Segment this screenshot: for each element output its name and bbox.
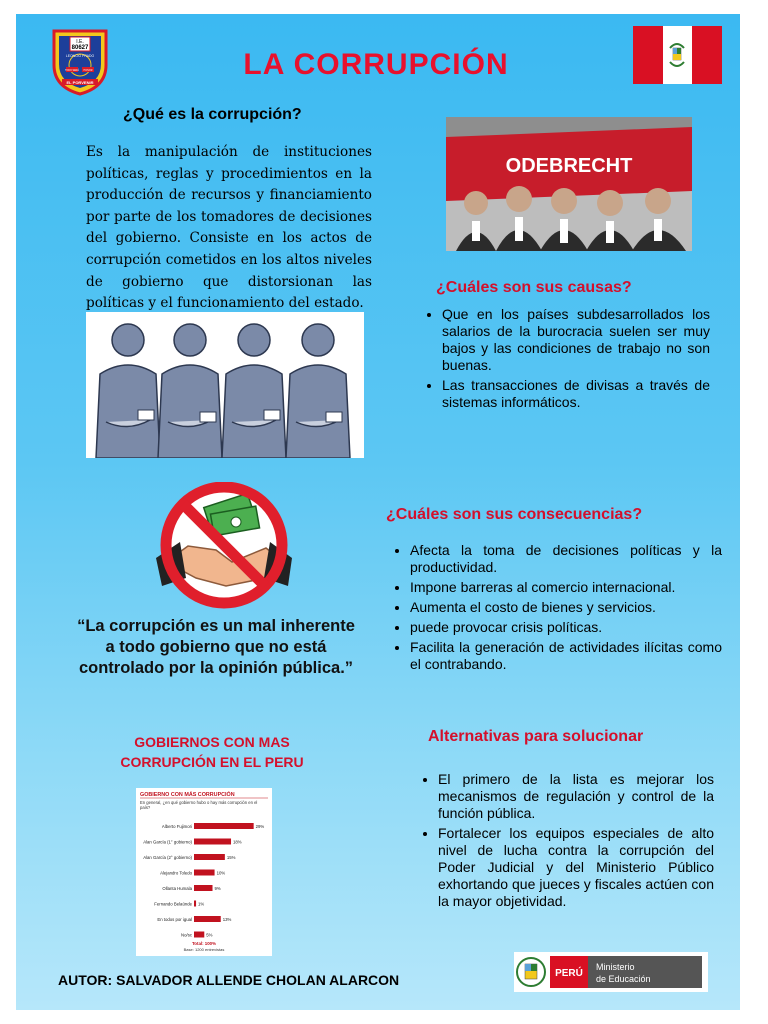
chart-bar	[194, 839, 231, 845]
chart-bars	[143, 823, 264, 938]
consecuencias-item: • Impone barreras al comercio internacional.	[410, 579, 722, 596]
badge-bottom: EL PORVENIR	[66, 80, 94, 85]
badge-line2: 80627	[71, 45, 89, 51]
chart-category-label: Alejandro Toledo	[160, 870, 192, 876]
chart-category-label: Alan García (1° gobierno)	[143, 839, 192, 845]
chart-footer-total: Total: 100%	[191, 941, 217, 946]
chart-value-label: 29%	[255, 824, 265, 829]
consecuencias-item: • Afecta la toma de decisiones políticas y la productividad.	[410, 542, 722, 576]
chart-bar	[194, 885, 213, 891]
alternativas-item: • El primero de la lista es mejorar los mecanismos de regulación y control de la función pública.	[438, 771, 714, 822]
chart-bar	[194, 916, 221, 922]
peru-flag	[633, 26, 722, 84]
peru-shield-icon	[517, 958, 545, 986]
consecuencias-heading: ¿Cuáles son sus consecuencias?	[386, 506, 643, 523]
causas-list	[420, 306, 710, 414]
odebrecht-photo	[446, 117, 692, 251]
chart-title: GOBIERNO CON MÁS CORRUPCIÓN	[140, 792, 235, 798]
chart-bar	[194, 870, 215, 876]
minedu-line1: Ministerio	[596, 962, 635, 972]
badge-line1: I.E.	[76, 39, 84, 45]
school-badge	[50, 27, 110, 97]
chart-category-label: Fernando Belaúnde	[154, 901, 192, 907]
chart-value-label: 13%	[222, 917, 232, 922]
page-title: LA CORRUPCIÓN	[243, 48, 509, 81]
chart-subtitle: En general, ¿en qué gobierno hubo o hay más corrupción en el país?	[140, 800, 258, 810]
chart-svg	[136, 788, 272, 956]
alternativas-item: • Fortalecer los equipos especiales de alto nivel de lucha contra la corrupción del Poder Judicial y del Ministerio Público exhortando que jueces y fiscales actúen con la mayor objetividad.	[438, 825, 714, 910]
gobiernos-heading-line1: GOBIERNOS CON MAS	[134, 734, 290, 750]
author: AUTOR: SALVADOR ALLENDE CHOLAN ALARCON	[58, 972, 400, 988]
consecuencias-item: • puede provocar crisis políticas.	[410, 619, 722, 636]
chart-value-label: 1%	[198, 901, 205, 907]
causas-item: • Que en los países subdesarrollados los salarios de la burocracia suelen ser muy bajos y las condiciones de trabajo no son buenas.	[442, 306, 710, 374]
gobiernos-heading	[82, 732, 342, 772]
chart-bar	[194, 901, 196, 907]
no-bribery-icon	[156, 482, 296, 612]
chart-footer-base: Base: 1200 entrevistas	[183, 947, 225, 952]
chart-bar	[194, 932, 204, 938]
chart-value-label: 5%	[206, 932, 213, 938]
minedu-line2: de Educación	[596, 974, 651, 984]
consecuencias-list	[388, 542, 722, 676]
minedu-logo	[514, 952, 708, 992]
causas-heading: ¿Cuáles son sus causas?	[436, 279, 632, 296]
chart-category-label: No/sc	[181, 932, 192, 938]
alternativas-heading: Alternativas para solucionar	[428, 728, 644, 745]
badge-tag2: HONOR	[83, 69, 93, 72]
odebrecht-sign: ODEBRECHT	[505, 155, 633, 177]
poster	[16, 14, 740, 1010]
chart-value-label: 10%	[216, 870, 226, 876]
corrupt-men-illustration	[86, 312, 364, 458]
chart-value-label: 15%	[226, 855, 236, 860]
chart-value-label: 9%	[214, 886, 221, 891]
gobiernos-heading-line2: CORRUPCIÓN EN EL PERU	[120, 754, 304, 770]
section-que-heading: ¿Qué es la corrupción?	[123, 106, 302, 123]
chart-bar	[194, 823, 254, 829]
chart-category-label: En todos por igual	[157, 917, 192, 922]
minedu-peru: PERÚ	[555, 968, 583, 979]
alternativas-list	[416, 771, 714, 913]
chart-category-label: Ollanta Humala	[162, 886, 192, 891]
quote: “La corrupción es un mal inherente a todo gobierno que no está controlado por la opinión pública.”	[77, 617, 355, 677]
chart-bar	[194, 854, 225, 860]
chart-value-label: 18%	[233, 839, 242, 845]
consecuencias-item: • Aumenta el costo de bienes y servicios.	[410, 599, 722, 616]
section-que-text: Es la manipulación de instituciones políticas, reglas y procedimientos en la producción de recursos y financiamiento por parte de los tomadores de decisiones del gobierno. Consiste en los actos de corrupción cometidos en los altos niveles de gobierno que distorsionan las políticas y el funcionamiento del estado.	[86, 144, 372, 312]
corruption-chart	[136, 788, 272, 956]
chart-category-label: Alberto Fujimori	[161, 824, 192, 829]
badge-ring: LEONCIO PRADO	[65, 54, 95, 58]
chart-category-label: Alan García (2° gobierno)	[143, 855, 192, 860]
causas-item: • Las transacciones de divisas a través de sistemas informáticos.	[442, 377, 710, 411]
badge-tag1: TODO SERÁ	[64, 69, 80, 72]
consecuencias-item: • Facilita la generación de actividades ilícitas como el contrabando.	[410, 639, 722, 673]
